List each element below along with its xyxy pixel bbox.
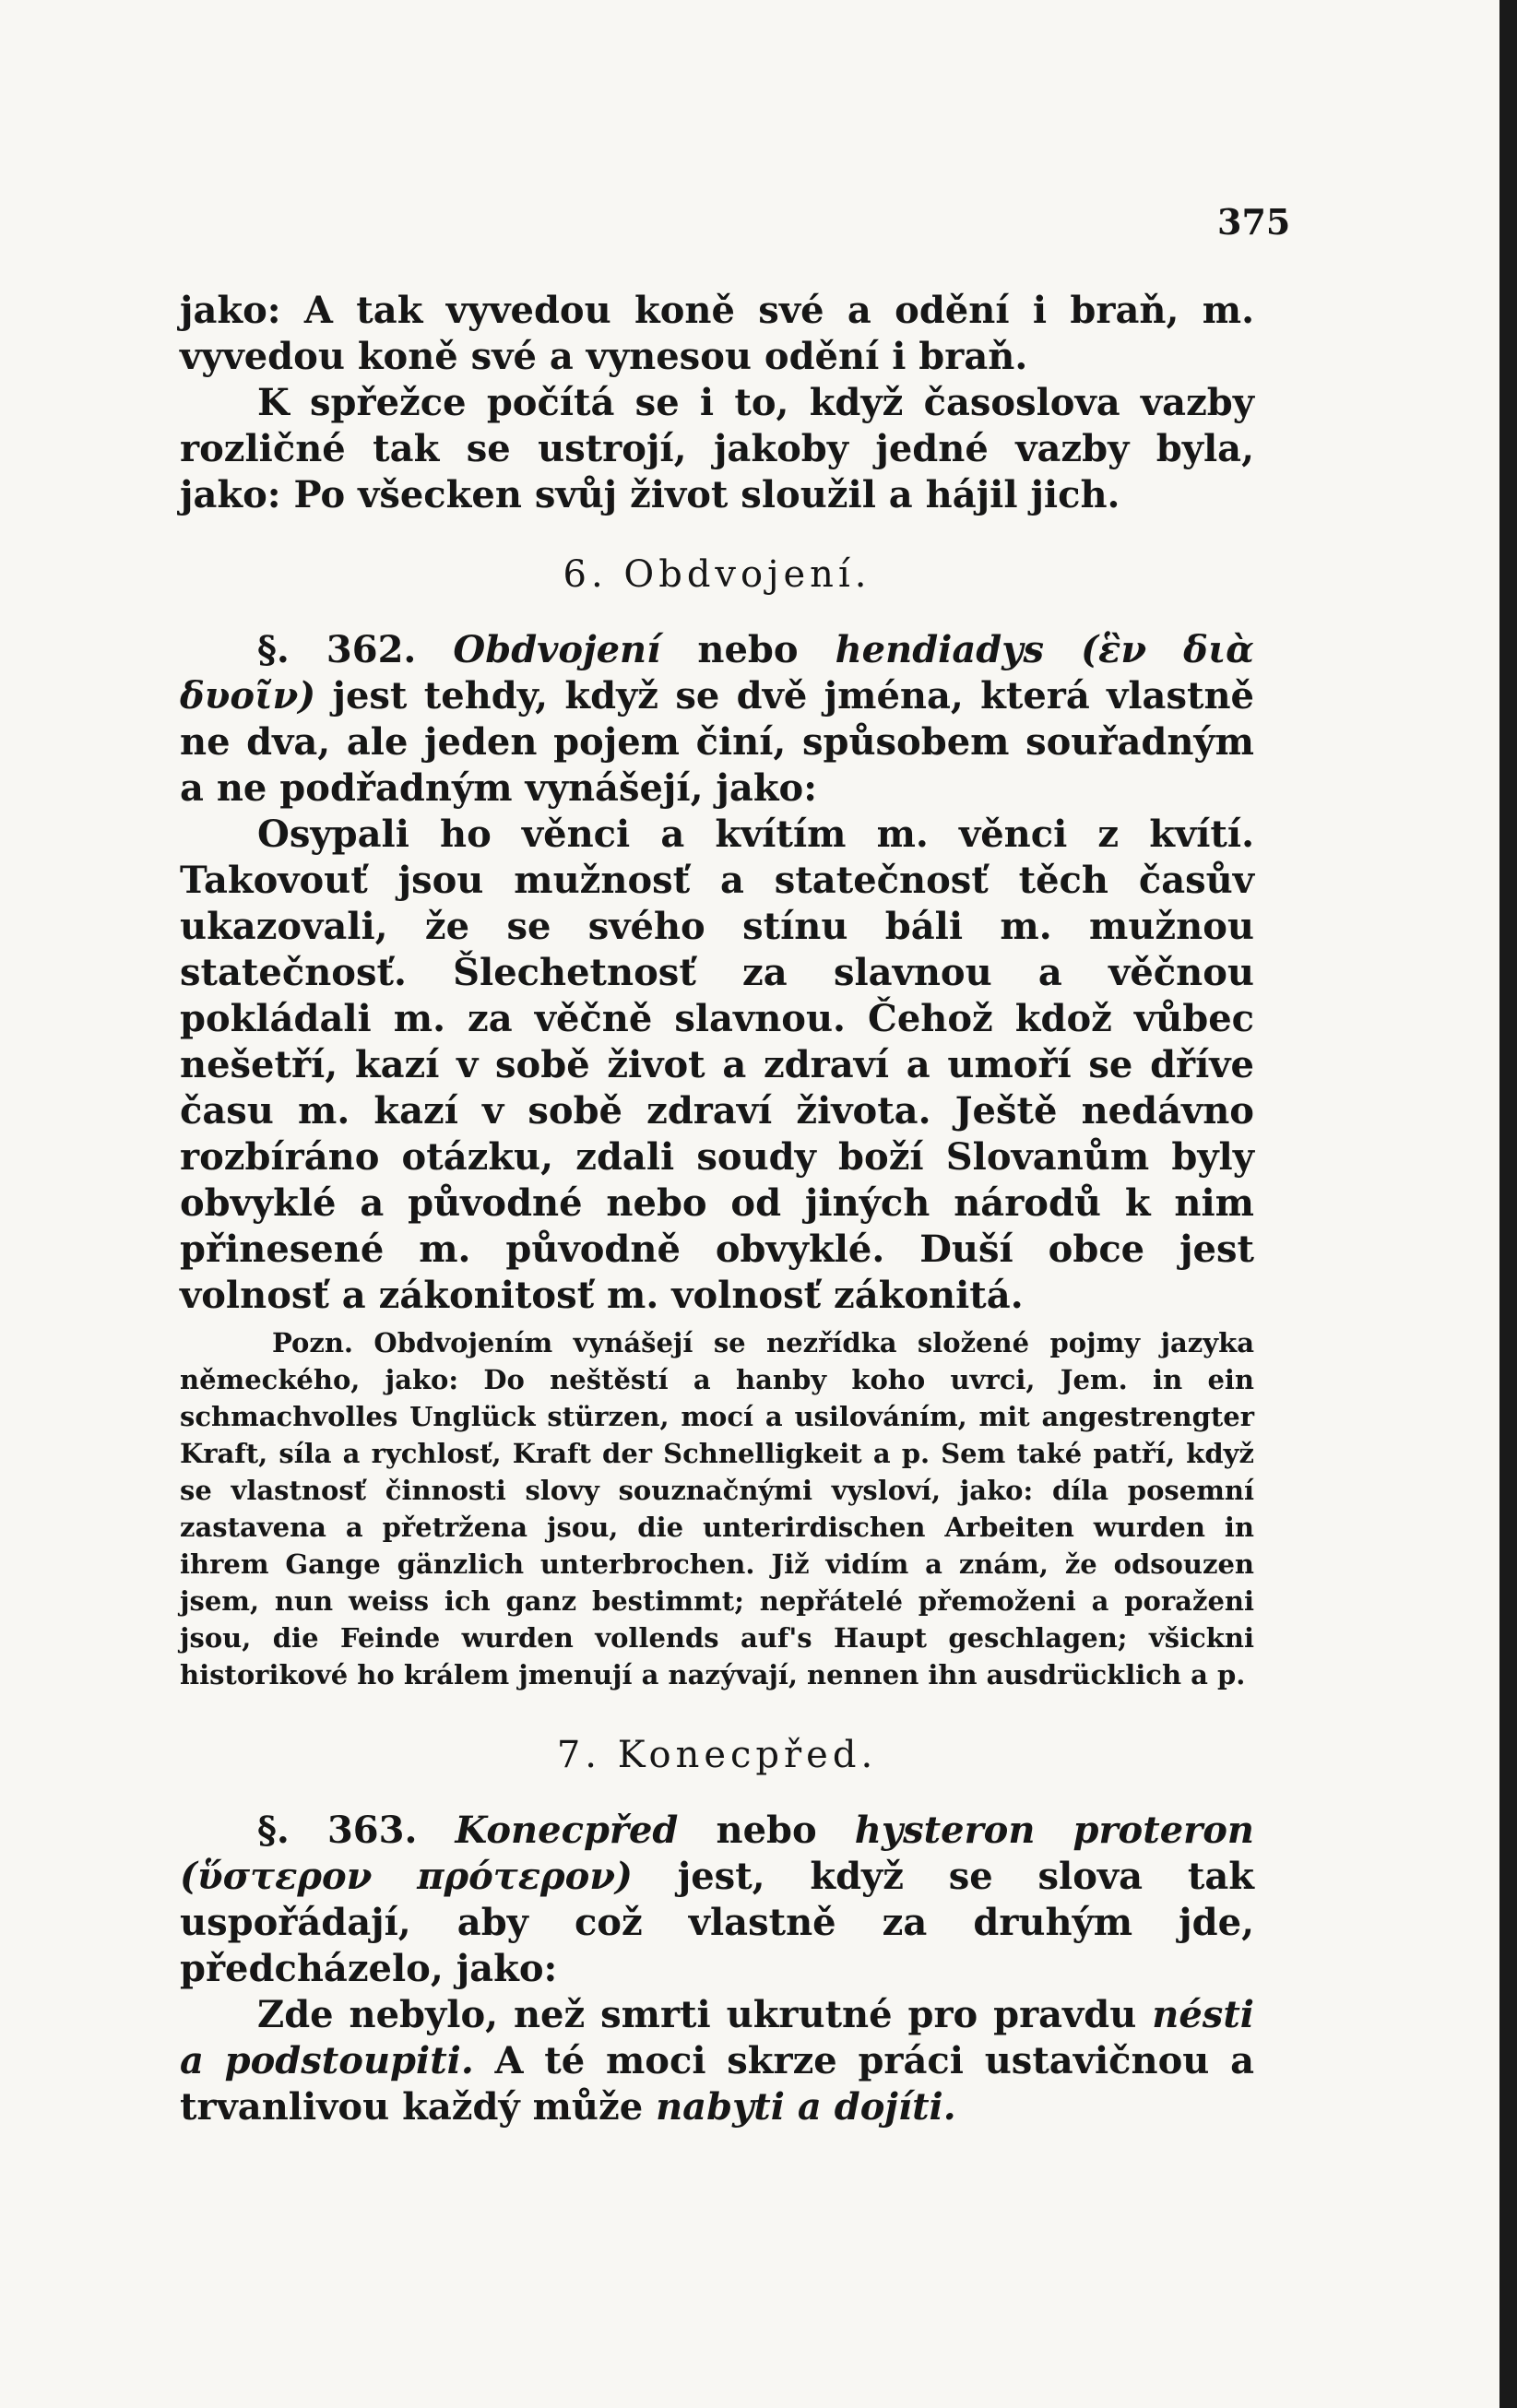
term-obdvojeni: Obdvojení (453, 628, 661, 671)
paragraph-number: §. 362. (257, 628, 417, 671)
paragraph-362 (180, 627, 1254, 812)
example-text-a: Zde nebylo, než smrti ukrutné pro pravdu (257, 1993, 1153, 2036)
examples-paragraph: Osypali ho věnci a kvítím m. věnci z kvítí. Takovouť jsou mužnosť a statečnosť těch časův ukazovali, že se svého stínu báli m. mužnou statečnosť. Šlechetnosť za slavnou a věčnou pokládali m. za věčně slavnou. Čehož kdož vůbec nešetří, kazí v sobě život a zdraví a umoří se dříve času m. kazí v sobě zdraví života. Ještě nedávno rozbíráno otázku, zdali soudy boží Slovanům byly obvyklé a původné nebo od jiných národů k nim přinesené m. původně obvyklé. Duší obce jest volnosť a zákonitosť m. volnosť zákonitá. (180, 813, 1254, 1317)
definition-text: jest, když se slova tak uspořádají, aby což vlastně za druhým jde, předcházelo, jako: (180, 1855, 1254, 1990)
note-paragraph: Pozn. Obdvojením vynášejí se nezřídka složené pojmy jazyka německého, jako: Do neštěstí a hanby koho uvrci, Jem. in ein schmachvolles Unglück stürzen, mocí a usilováním, mit angestrengter Kraft, síla a rychlosť, Kraft der Schnelligkeit a p. Sem také patří, když se vlastnosť činnosti slovy souznačnými vysloví, jako: díla posemní zastavena a přetržena jsou, die unterirdischen Arbeiten wurden in ihrem Gange gänzlich unterbrochen. Již vidím a znám, že odsouzen jsem, nun weiss ich ganz bestimmt; nepřátelé přemoženi a poraženi jsou, die Feinde wurden vollends auf's Haupt geschlagen; všickni historikové ho králem jmenují a nazývají, nennen ihn ausdrücklich a p. (180, 1327, 1254, 1690)
page-content (180, 288, 1254, 2130)
text-nebo: nebo (678, 1809, 855, 1852)
paragraph-363 (180, 1808, 1254, 1992)
page-number: 375 (1217, 201, 1291, 243)
definition-text: jest tehdy, když se dvě jména, která vlastně ne dva, ale jeden pojem činí, spůsobem souřadným a ne podřadným vynášejí, jako: (180, 674, 1254, 810)
text-nebo: nebo (660, 628, 836, 671)
term-hysteron-proteron: hysteron proteron (854, 1809, 1254, 1852)
paragraph-sprezka: K spřežce počítá se i to, když časoslova vazby rozličné tak se ustrojí, jakoby jedné vazby byla, jako: Po všecken svůj život sloužil a hájil jich. (180, 381, 1254, 516)
example-text-b: A té moci skrze práci ustavičnou a trvanlivou každý může (180, 2039, 1255, 2129)
term-hendiadys: hendiadys (835, 628, 1045, 671)
paragraph-number: §. 363. (257, 1809, 418, 1852)
term-konecpred: Konecpřed (455, 1809, 679, 1852)
paragraph-continuation: jako: A tak vyvedou koně své a odění i braň, m. vyvedou koně své a vynesou odění i braň. (180, 289, 1254, 378)
section-heading-7: 7. Konecpřed. (556, 1734, 878, 1776)
greek-term: (ὕστερον πρότερον) (180, 1855, 633, 1898)
example-paragraph-363 (180, 1992, 1254, 2130)
section-heading-6: 6. Obdvojení. (563, 553, 871, 596)
example-term-1: nésti a podstoupiti. (180, 1993, 1254, 2082)
example-term-2: nabyti a dojíti. (656, 2085, 956, 2129)
greek-term: (ἓν διὰ δυοῖν) (180, 628, 1254, 718)
